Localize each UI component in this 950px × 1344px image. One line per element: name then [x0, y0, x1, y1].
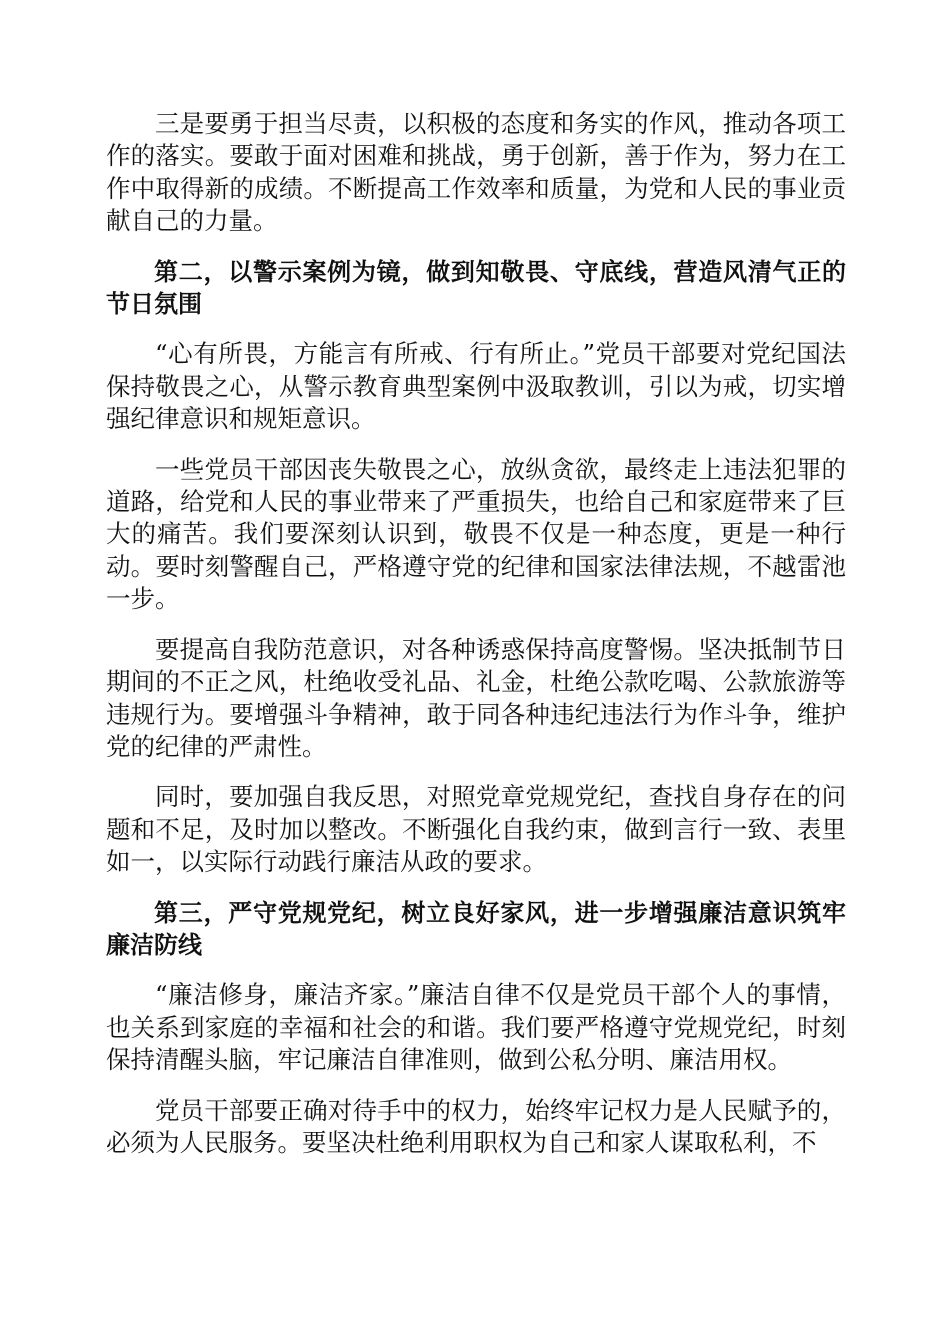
section-heading-two: 第二，以警示案例为镜，做到知敬畏、守底线，营造风清气正的节日氛围	[106, 257, 846, 319]
paragraph-power-usage: 党员干部要正确对待手中的权力，始终牢记权力是人民赋予的，必须为人民服务。要坚决杜绝利用职权为自己和家人谋取私利，不	[106, 1095, 846, 1157]
paragraph-lost-reverence: 一些党员干部因丧失敬畏之心，放纵贪欲，最终走上违法犯罪的道路，给党和人民的事业带来了严重损失，也给自己和家庭带来了巨大的痛苦。我们要深刻认识到，敬畏不仅是一种态度，更是一种行动。要时刻警醒自己，严格遵守党的纪律和国家法律法规，不越雷池一步。	[106, 454, 846, 614]
paragraph-take-responsibility: 三是要勇于担当尽责，以积极的态度和务实的作风，推动各项工作的落实。要敢于面对困难和挑战，勇于创新，善于作为，努力在工作中取得新的成绩。不断提高工作效率和质量，为党和人民的事业贡献自己的力量。	[106, 109, 846, 236]
paragraph-self-reflection: 同时，要加强自我反思，对照党章党规党纪，查找自身存在的问题和不足，及时加以整改。不断强化自我约束，做到言行一致、表里如一，以实际行动践行廉洁从政的要求。	[106, 782, 846, 877]
document-page	[106, 108, 846, 1177]
paragraph-integrity-family: “廉洁修身，廉洁齐家。”廉洁自律不仅是党员干部个人的事情，也关系到家庭的幸福和社会的和谐。我们要严格遵守党规党纪，时刻保持清醒头脑，牢记廉洁自律准则，做到公私分明、廉洁用权。	[106, 980, 846, 1075]
paragraph-self-prevention: 要提高自我防范意识，对各种诱惑保持高度警惕。坚决抵制节日期间的不正之风，杜绝收受礼品、礼金，杜绝公款吃喝、公款旅游等违规行为。要增强斗争精神，敢于同各种违纪违法行为作斗争，维护党的纪律的严肃性。	[106, 634, 846, 761]
paragraph-reverence-quote: “心有所畏，方能言有所戒、行有所止。”党员干部要对党纪国法保持敬畏之心，从警示教育典型案例中汲取教训，引以为戒，切实增强纪律意识和规矩意识。	[106, 339, 846, 434]
section-heading-three: 第三，严守党规党纪，树立良好家风，进一步增强廉洁意识筑牢廉洁防线	[106, 898, 846, 959]
